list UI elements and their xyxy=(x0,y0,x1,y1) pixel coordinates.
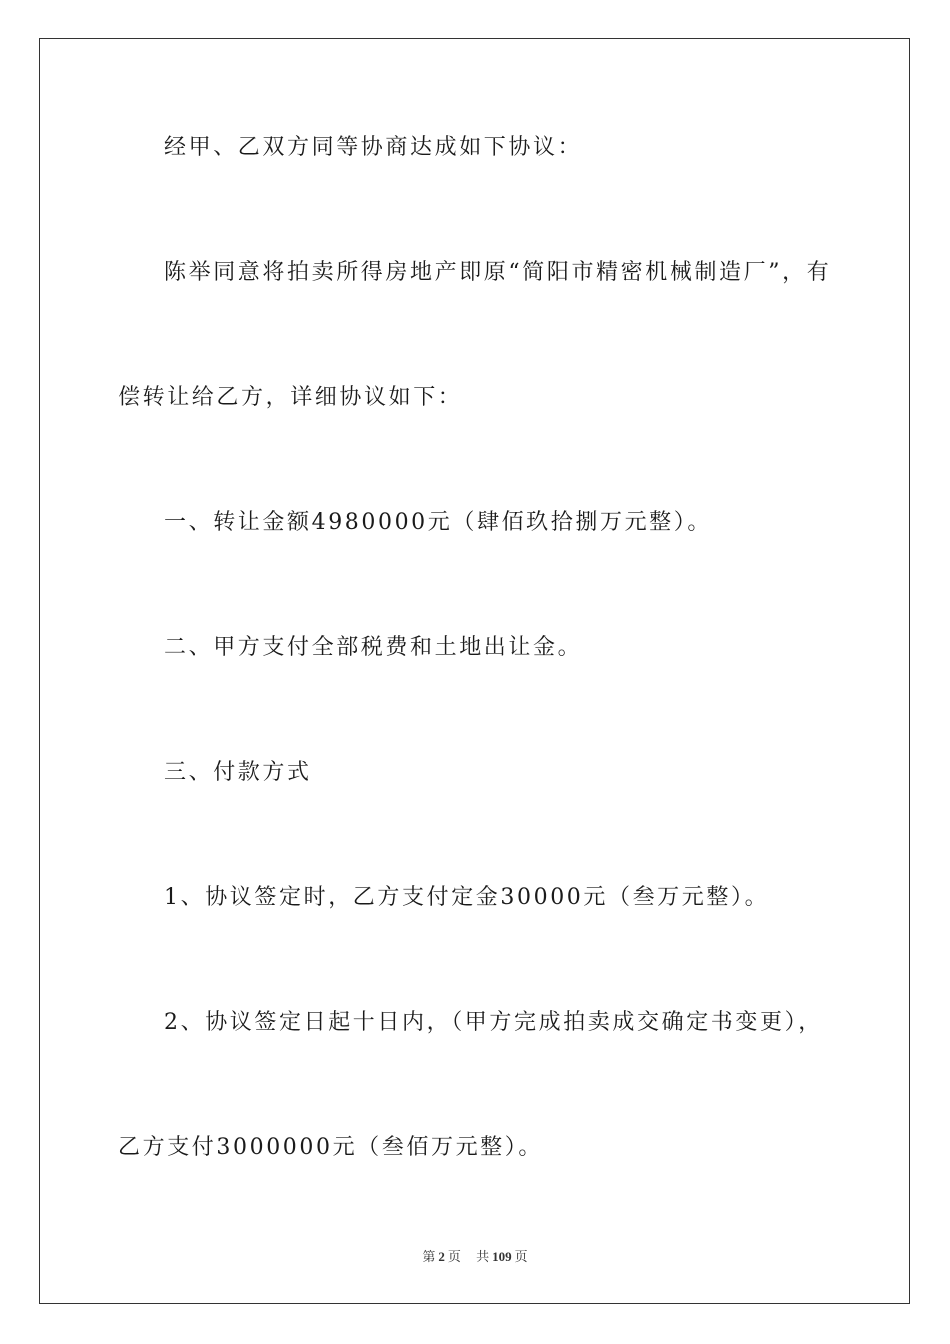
page-indicator xyxy=(419,1249,464,1264)
paragraph-transfer-continuation: 偿转让给乙方，详细协议如下： xyxy=(118,385,463,410)
page-number: 2 xyxy=(438,1249,445,1264)
total-pages-indicator xyxy=(473,1249,531,1264)
clause-payment-method-heading: 三、付款方式 xyxy=(164,760,312,785)
total-suffix: 页 xyxy=(514,1249,528,1264)
page-border xyxy=(39,38,910,1304)
total-prefix: 共 xyxy=(476,1249,490,1264)
page-prefix: 第 xyxy=(422,1249,436,1264)
clause-transfer-amount: 一、转让金额4980000元（肆佰玖拾捌万元整）。 xyxy=(164,510,712,535)
page-suffix: 页 xyxy=(447,1249,461,1264)
paragraph-transfer-statement: 陈举同意将拍卖所得房地产即原“简阳市精密机械制造厂”，有 xyxy=(164,260,832,285)
payment-item-second: 2、协议签定日起十日内，（甲方完成拍卖成交确定书变更）， xyxy=(164,1010,823,1035)
total-pages: 109 xyxy=(492,1249,512,1264)
clause-taxes-fees: 二、甲方支付全部税费和土地出让金。 xyxy=(164,635,583,660)
payment-item-second-continuation: 乙方支付3000000元（叁佰万元整）。 xyxy=(118,1135,543,1160)
paragraph-agreement-intro: 经甲、乙双方同等协商达成如下协议： xyxy=(164,135,583,160)
page-footer xyxy=(0,1246,950,1265)
payment-item-deposit: 1、协议签定时，乙方支付定金30000元（叁万元整）。 xyxy=(164,885,770,910)
